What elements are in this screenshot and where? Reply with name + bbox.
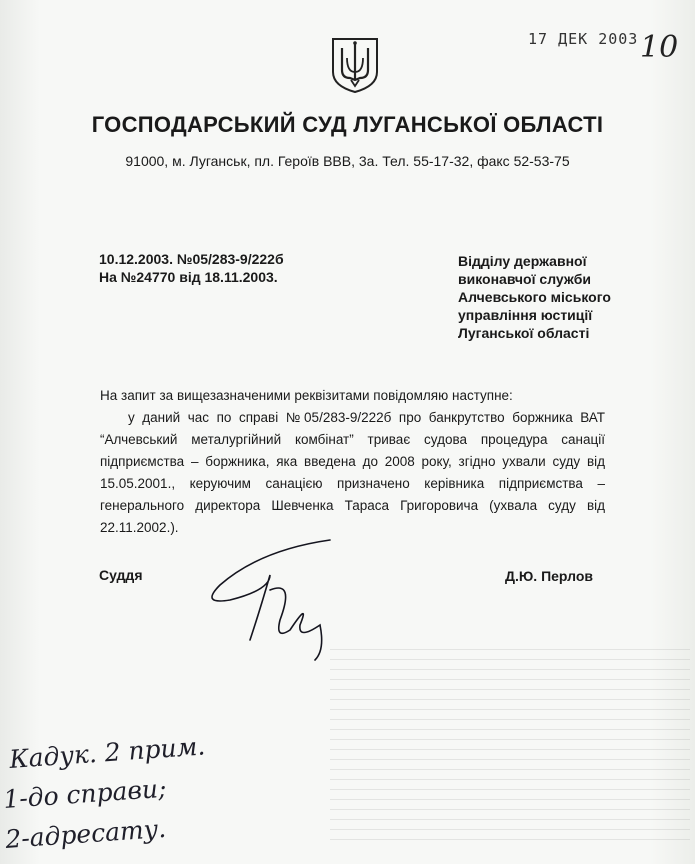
recipient-line: Луганської області	[458, 325, 590, 341]
handwritten-note	[0, 730, 250, 860]
recipient-line: Відділу державної	[458, 253, 587, 269]
court-address: 91000, м. Луганськ, пл. Героїв ВВВ, 3а. Тел. 55-17-32, факс 52-53-75	[125, 153, 570, 169]
note-line: 2-адресату.	[4, 813, 167, 854]
letter-body	[100, 385, 605, 539]
recipient-line: виконавчої служби	[458, 271, 592, 287]
bleed-through-texture	[330, 640, 690, 840]
court-name-heading: ГОСПОДАРСЬКИЙ СУД ЛУГАНСЬКОЇ ОБЛАСТІ	[91, 112, 604, 137]
received-date-stamp: 17 ДЕК 2003	[528, 30, 639, 48]
page-number: 10	[640, 30, 679, 65]
note-line: Кадук. 2 прим.	[8, 731, 207, 774]
recipient-line: управління юстиції	[458, 307, 593, 323]
reference-number: 10.12.2003. №05/283-9/222б	[99, 251, 284, 267]
trident-coat-of-arms-icon	[330, 36, 380, 94]
reference-block	[99, 250, 284, 286]
signer-name: Д.Ю. Перлов	[505, 568, 593, 584]
reply-reference: На №24770 від 18.11.2003.	[99, 269, 278, 285]
recipient-block	[458, 252, 611, 342]
body-intro: На запит за вищезазначеними реквізитами повідомляю наступне:	[100, 388, 513, 403]
recipient-line: Алчевського міського	[458, 289, 611, 305]
signer-title: Суддя	[99, 567, 143, 583]
note-line: 1-до справи;	[2, 773, 168, 814]
body-paragraph: у даний час по справі №05/283-9/222б про банкрутство боржника ВАТ “Алчевський металургійний комбінат” триває судова процедура санації підприємства – боржника, яка введена до 2008 року, згідно ухвали суду від 15.05.2001., керуючим санацією призначено керівника підприємства – генерального директора Шевченка Тараса Григоровича (ухвала суду від 22.11.2002.).	[100, 410, 605, 535]
